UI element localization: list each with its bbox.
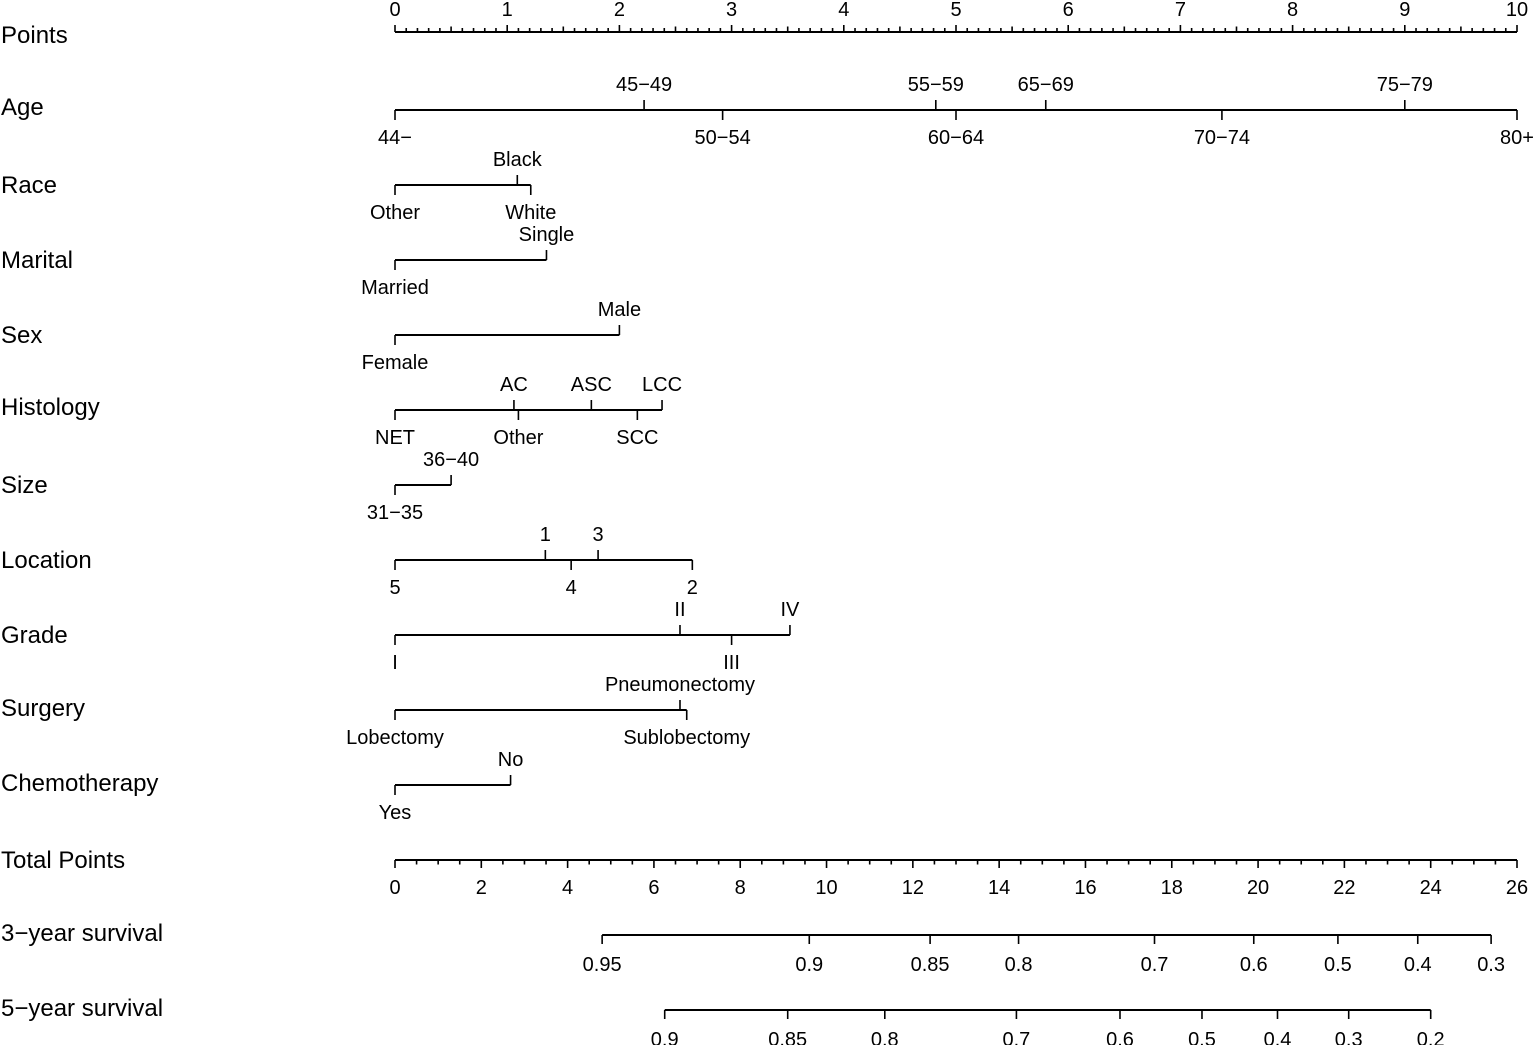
- total-points-tick-label-14: 14: [988, 877, 1011, 899]
- age-level-55-59: 55−59: [907, 74, 964, 96]
- total-points-tick-label-6: 6: [648, 877, 660, 899]
- race-level-white: White: [505, 202, 557, 224]
- sex-level-female: Female: [361, 352, 429, 374]
- age-level-50-54: 50−54: [694, 127, 751, 149]
- histology-level-other: Other: [493, 427, 544, 449]
- total-points-tick-label-4: 4: [562, 877, 574, 899]
- points-tick-label-9: 9: [1399, 0, 1411, 21]
- points-tick-label-2: 2: [613, 0, 625, 21]
- surgery-level-sublobectomy: Sublobectomy: [623, 727, 751, 749]
- race-level-black: Black: [492, 149, 542, 171]
- chemotherapy-label: Chemotherapy: [1, 770, 159, 797]
- surgery-level-pneumonectomy: Pneumonectomy: [604, 674, 756, 696]
- total-points-tick-label-10: 10: [815, 877, 838, 899]
- five-year-survival-tick-label-0-2: 0.2: [1416, 1029, 1445, 1045]
- location-level-2: 2: [686, 577, 698, 599]
- race-label: Race: [1, 172, 58, 199]
- points-tick-label-1: 1: [501, 0, 513, 21]
- total-points-tick-label-24: 24: [1419, 877, 1442, 899]
- sex-label: Sex: [1, 322, 43, 349]
- points-tick-label-10: 10: [1505, 0, 1529, 21]
- surgery-label: Surgery: [1, 695, 86, 722]
- grade-level-ii: II: [674, 599, 686, 621]
- three-year-survival-tick-label-0-85: 0.85: [910, 954, 950, 976]
- marital-level-married: Married: [361, 277, 429, 299]
- size-level-36-40: 36−40: [423, 449, 480, 471]
- age-level-60-64: 60−64: [927, 127, 985, 149]
- three-year-survival-tick-label-0-9: 0.9: [795, 954, 824, 976]
- histology-level-ac: AC: [500, 374, 528, 396]
- grade-level-iv: IV: [780, 599, 800, 621]
- age-level-70-74: 70−74: [1193, 127, 1250, 149]
- chemotherapy-level-yes: Yes: [378, 802, 412, 824]
- location-level-3: 3: [592, 524, 604, 546]
- age-level-44: 44−: [378, 127, 412, 149]
- age-level-45-49: 45−49: [615, 74, 673, 96]
- grade-level-iii: III: [723, 652, 740, 674]
- points-tick-label-7: 7: [1174, 0, 1186, 21]
- total-points-tick-label-18: 18: [1160, 877, 1183, 899]
- location-label: Location: [1, 547, 92, 574]
- points-axis-label: Points: [1, 22, 68, 49]
- age-level-80: 80+: [1500, 127, 1534, 149]
- three-year-survival-tick-label-0-5: 0.5: [1324, 954, 1352, 976]
- five-year-survival-tick-label-0-7: 0.7: [1002, 1029, 1031, 1045]
- total-points-tick-label-20: 20: [1246, 877, 1270, 899]
- histology-level-net: NET: [375, 427, 415, 449]
- location-level-1: 1: [539, 524, 551, 546]
- age-label: Age: [1, 94, 44, 121]
- points-tick-label-0: 0: [389, 0, 401, 21]
- race-level-other: Other: [369, 202, 421, 224]
- points-tick-label-8: 8: [1287, 0, 1299, 21]
- marital-label: Marital: [1, 247, 74, 274]
- three-year-survival-tick-label-0-4: 0.4: [1403, 954, 1432, 976]
- five-year-survival-tick-label-0-9: 0.9: [650, 1029, 679, 1045]
- total-points-axis-label: Total Points: [1, 847, 126, 874]
- points-tick-label-5: 5: [950, 0, 962, 21]
- total-points-tick-label-16: 16: [1074, 877, 1097, 899]
- total-points-tick-label-12: 12: [901, 877, 924, 899]
- size-level-31-35: 31−35: [366, 502, 424, 524]
- total-points-tick-label-26: 26: [1505, 877, 1529, 899]
- marital-level-single: Single: [518, 224, 575, 246]
- surgery-level-lobectomy: Lobectomy: [346, 727, 444, 749]
- total-points-tick-label-0: 0: [389, 877, 401, 899]
- five-year-survival-tick-label-0-8: 0.8: [870, 1029, 899, 1045]
- sex-level-male: Male: [597, 299, 642, 321]
- five-year-survival-tick-label-0-3: 0.3: [1334, 1029, 1363, 1045]
- five-year-survival-tick-label-0-5: 0.5: [1188, 1029, 1216, 1045]
- age-level-75-79: 75−79: [1376, 74, 1433, 96]
- total-points-tick-label-22: 22: [1333, 877, 1356, 899]
- three-year-survival-tick-label-0-8: 0.8: [1004, 954, 1033, 976]
- histology-label: Histology: [1, 394, 100, 421]
- three-year-survival-tick-label-0-6: 0.6: [1239, 954, 1268, 976]
- three-year-survival-tick-label-0-3: 0.3: [1477, 954, 1506, 976]
- location-level-4: 4: [565, 577, 577, 599]
- three-year-survival-tick-label-0-7: 0.7: [1140, 954, 1169, 976]
- five-year-survival-tick-label-0-4: 0.4: [1263, 1029, 1292, 1045]
- three-year-survival-tick-label-0-95: 0.95: [582, 954, 622, 976]
- histology-level-scc: SCC: [616, 427, 659, 449]
- size-label: Size: [1, 472, 48, 499]
- location-level-5: 5: [389, 577, 401, 599]
- total-points-tick-label-8: 8: [734, 877, 746, 899]
- points-tick-label-6: 6: [1062, 0, 1074, 21]
- grade-label: Grade: [1, 622, 68, 649]
- three-year-survival-label: 3−year survival: [1, 920, 164, 947]
- points-tick-label-4: 4: [838, 0, 850, 21]
- chemotherapy-level-no: No: [497, 749, 524, 771]
- age-level-65-69: 65−69: [1017, 74, 1074, 96]
- histology-level-lcc: LCC: [642, 374, 683, 396]
- grade-level-i: I: [392, 652, 398, 674]
- total-points-tick-label-2: 2: [475, 877, 487, 899]
- five-year-survival-label: 5−year survival: [1, 995, 164, 1022]
- five-year-survival-tick-label-0-85: 0.85: [768, 1029, 808, 1045]
- five-year-survival-tick-label-0-6: 0.6: [1106, 1029, 1134, 1045]
- histology-level-asc: ASC: [570, 374, 612, 396]
- points-tick-label-3: 3: [726, 0, 738, 21]
